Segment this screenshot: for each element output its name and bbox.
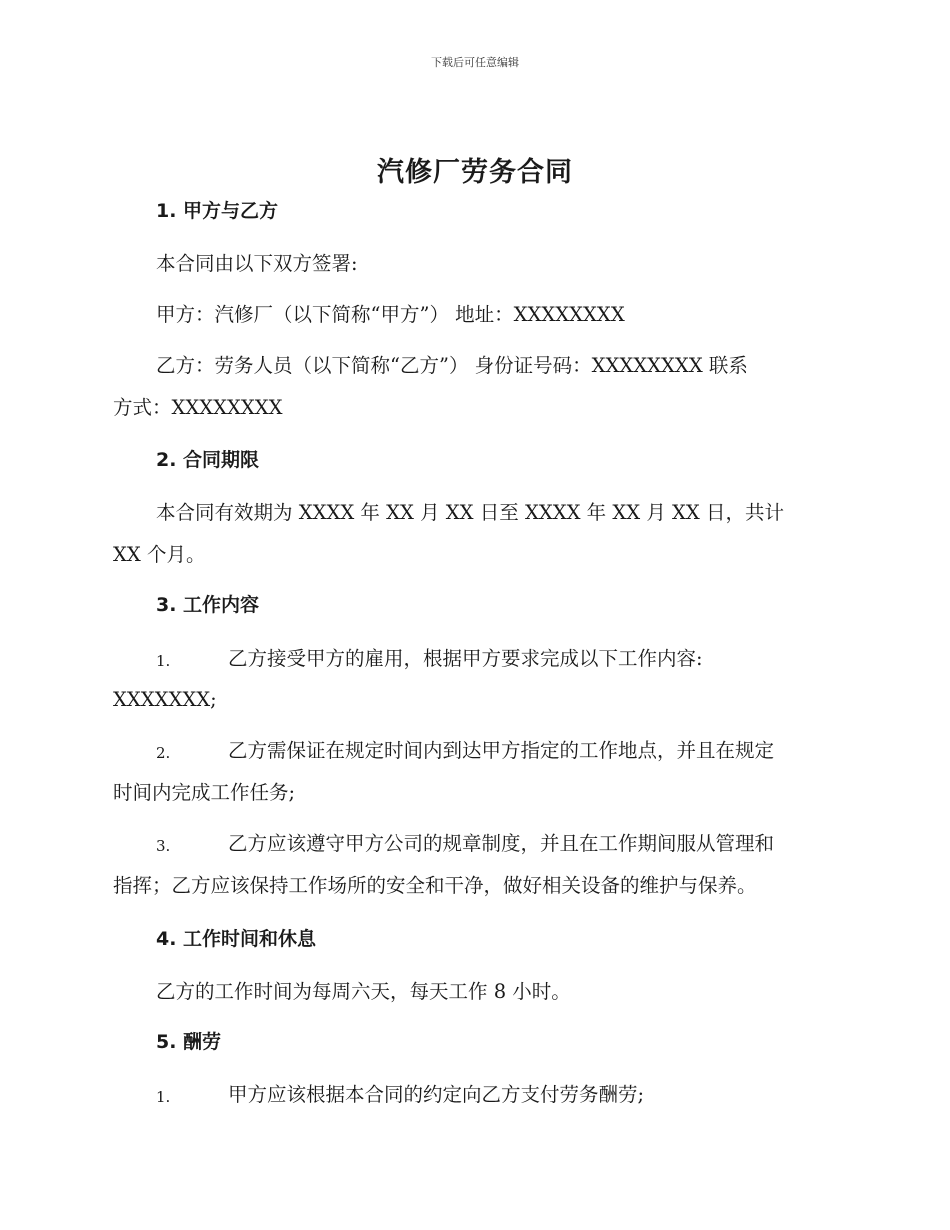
list-item-text-line1: 乙方应该遵守甲方公司的规章制度，并且在工作期间服从管理和 [228, 832, 775, 855]
list-item-number: 2. [156, 744, 171, 762]
page-header-note: 下载后可任意编辑 [431, 56, 519, 69]
list-item-text-line2: 时间内完成工作任务; [113, 781, 296, 804]
section-heading-hours: 4. 工作时间和休息 [156, 928, 317, 950]
list-item-text-line1: 乙方需保证在规定时间内到达甲方指定的工作地点，并且在规定 [228, 739, 775, 762]
paragraph-party-a: 甲方：汽修厂（以下简称“甲方”） 地址：XXXXXXXX [156, 303, 625, 326]
list-item-text-line1: 乙方接受甲方的雇用，根据甲方要求完成以下工作内容: [228, 647, 703, 670]
section-heading-term: 2. 合同期限 [156, 449, 260, 471]
list-item-text-line1: 甲方应该根据本合同的约定向乙方支付劳务酬劳; [228, 1083, 645, 1106]
list-item-text-line2: 指挥；乙方应该保持工作场所的安全和干净，做好相关设备的维护与保养。 [113, 874, 757, 897]
list-item-number: 1. [156, 1088, 171, 1106]
list-item-text-line2: XXXXXXX; [113, 688, 217, 711]
paragraph-party-b-line2: 方式：XXXXXXXX [113, 396, 283, 419]
section-heading-parties: 1. 甲方与乙方 [156, 200, 279, 222]
paragraph-party-b-line1: 乙方：劳务人员（以下简称“乙方”） 身份证号码：XXXXXXXX 联系 [156, 354, 748, 377]
section-heading-work-content: 3. 工作内容 [156, 594, 260, 616]
list-item-number: 1. [156, 652, 171, 670]
paragraph-hours: 乙方的工作时间为每周六天，每天工作 8 小时。 [156, 980, 571, 1003]
paragraph-term-line2: XX 个月。 [113, 543, 206, 566]
paragraph-intro: 本合同由以下双方签署: [156, 252, 358, 275]
paragraph-term-line1: 本合同有效期为 XXXX 年 XX 月 XX 日至 XXXX 年 XX 月 XX 日，共计 [156, 501, 784, 524]
section-heading-remuneration: 5. 酬劳 [156, 1031, 222, 1053]
document-title: 汽修厂劳务合同 [377, 157, 573, 188]
list-item-number: 3. [156, 837, 171, 855]
